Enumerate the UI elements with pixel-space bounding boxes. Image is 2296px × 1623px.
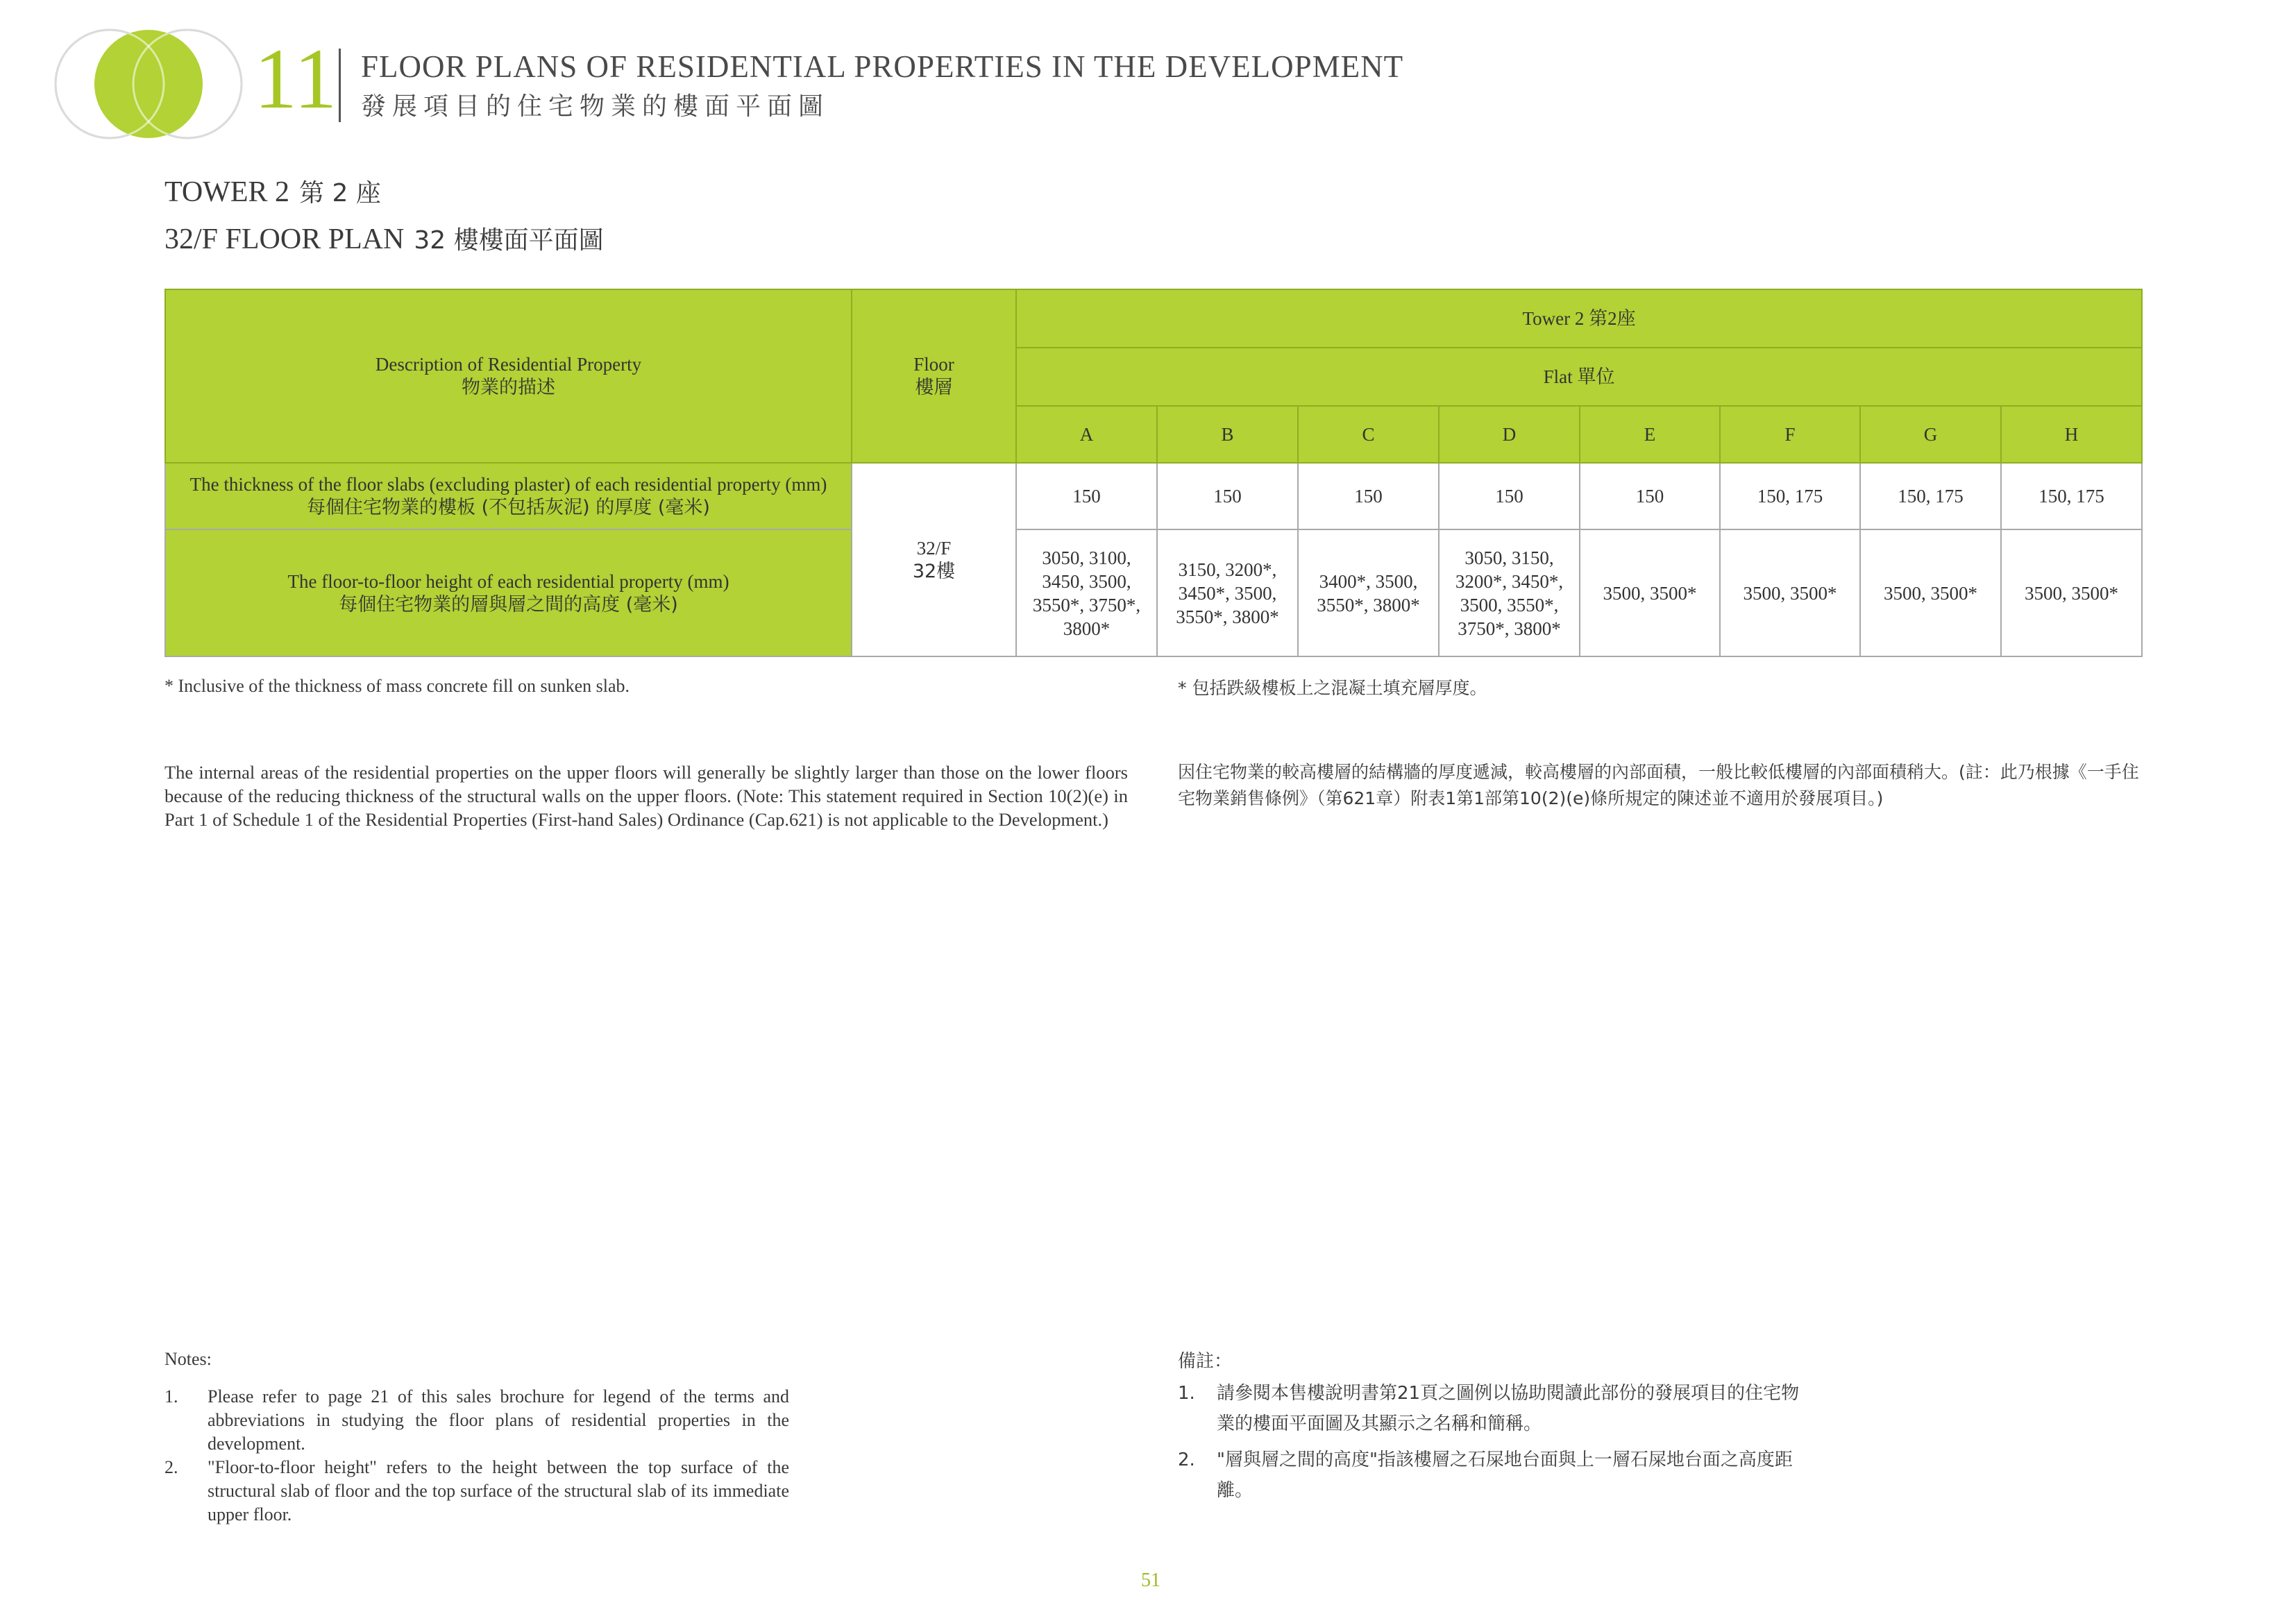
table-cell: 150 <box>1298 463 1439 529</box>
table-row <box>165 529 2142 656</box>
floor-value-zh: 32樓 <box>912 560 956 582</box>
notes-zh <box>1178 1346 1816 1506</box>
note-item <box>1178 1445 1816 1506</box>
table-cell: 150 <box>1157 463 1298 529</box>
table-cell: 150 <box>1580 463 1720 529</box>
flat-column-header: A <box>1016 406 1157 463</box>
description-header-zh: 物業的描述 <box>462 377 555 398</box>
section-title-en: FLOOR PLANS OF RESIDENTIAL PROPERTIES IN THE DEVELOPMENT <box>361 49 1404 84</box>
tower-title-en: TOWER 2 <box>164 176 290 208</box>
floor-plan-title-zh: 32 樓樓面平面圖 <box>414 226 604 255</box>
row-label-en: The thickness of the floor slabs (excluding plaster) of each residential property (mm) <box>189 474 827 495</box>
table-cell: 3150, 3200*, 3450*, 3500, 3550*, 3800* <box>1157 529 1298 656</box>
table-cell: 3500, 3500* <box>1720 529 1860 656</box>
note-number: 2. <box>1178 1450 1195 1470</box>
flat-column-header: G <box>1860 406 2001 463</box>
note-number: 1. <box>164 1386 178 1407</box>
floor-cell <box>852 463 1016 656</box>
floor-plan-title <box>164 221 604 256</box>
header-divider <box>339 49 341 122</box>
table-cell: 3500, 3500* <box>1860 529 2001 656</box>
internal-areas-statement-en: The internal areas of the residential properties on the upper floors will generally be slightly larger than those on the lower floors because of the reducing thickness of the structural walls on the upper floors. (Note: This statement required in Section 10(2)(e) in Part 1 of Schedule 1 of the Residential Properties (First-hand Sales) Ordinance (Cap.621) is not applicable to the Development.) <box>164 762 1128 830</box>
note-text: "Floor-to-floor height" refers to the height between the top surface of the structural slab of floor and the top surface of the structural slab of its immediate upper floor. <box>208 1457 789 1524</box>
table-cell: 150 <box>1439 463 1580 529</box>
page-number: 51 <box>1141 1570 1160 1591</box>
description-header <box>165 289 852 463</box>
table-cell: 150, 175 <box>1860 463 2001 529</box>
notes-en <box>164 1348 789 1527</box>
flat-column-header: H <box>2001 406 2142 463</box>
note-item <box>164 1456 789 1527</box>
internal-areas-statement-zh: 因住宅物業的較高樓層的結構牆的厚度遞減，較高樓層的內部面積，一般比較低樓層的內部面積稍大。(註：此乃根據《一手住宅物業銷售條例》（第621章）附表1第1部第10(2)(e)條所規定的陳述並不適用於發展項目。) <box>1178 762 2139 808</box>
table-row <box>165 463 2142 529</box>
tower-header: Tower 2 第2座 <box>1016 289 2142 348</box>
note-item <box>1178 1378 1816 1439</box>
row-label-floor-height <box>165 529 852 656</box>
table-cell: 150 <box>1016 463 1157 529</box>
floor-value-en: 32/F <box>916 537 952 559</box>
table-cell: 150, 175 <box>1720 463 1860 529</box>
note-text: 請參閱本售樓說明書第21頁之圖例以協助閱讀此部份的發展項目的住宅物業的樓面平面圖及其顯示之名稱和簡稱。 <box>1217 1383 1800 1434</box>
table-cell: 3050, 3150, 3200*, 3450*, 3500, 3550*, 3750*, 3800* <box>1439 529 1580 656</box>
floor-header-en: Floor <box>913 354 954 375</box>
footnote-en: * Inclusive of the thickness of mass concrete fill on sunken slab. <box>164 676 630 696</box>
flat-column-header: C <box>1298 406 1439 463</box>
note-number: 2. <box>164 1457 178 1477</box>
floor-plan-title-en: 32/F FLOOR PLAN <box>164 223 405 255</box>
row-label-en: The floor-to-floor height of each residential property (mm) <box>287 570 729 592</box>
row-label-zh: 每個住宅物業的樓板 (不包括灰泥) 的厚度 (毫米) <box>307 497 710 518</box>
note-text: "層與層之間的高度"指該樓層之石屎地台面與上一層石屎地台面之高度距離。 <box>1217 1450 1793 1501</box>
table-cell: 3500, 3500* <box>2001 529 2142 656</box>
table-cell: 3500, 3500* <box>1580 529 1720 656</box>
tower-title-zh: 第 2 座 <box>299 179 381 207</box>
footnote-zh: * 包括跌級樓板上之混凝土填充層厚度。 <box>1178 678 1487 698</box>
tower-title <box>164 173 381 209</box>
notes-heading-zh: 備註： <box>1178 1351 1233 1372</box>
flat-column-header: D <box>1439 406 1580 463</box>
section-number: 11 <box>254 31 337 126</box>
floor-header <box>852 289 1016 463</box>
row-label-slab-thickness <box>165 463 852 529</box>
description-header-en: Description of Residential Property <box>375 354 642 375</box>
notes-heading-en: Notes: <box>164 1349 212 1369</box>
section-title-zh: 發展項目的住宅物業的樓面平面圖 <box>361 92 830 121</box>
flat-header: Flat 單位 <box>1016 348 2142 406</box>
row-label-zh: 每個住宅物業的層與層之間的高度 (毫米) <box>339 593 678 615</box>
table-cell: 3400*, 3500, 3550*, 3800* <box>1298 529 1439 656</box>
note-text: Please refer to page 21 of this sales brochure for legend of the terms and abbreviations in studying the floor plans of residential properties in the development. <box>208 1386 789 1454</box>
floor-specification-table <box>164 289 2143 657</box>
table-cell: 3050, 3100, 3450, 3500, 3550*, 3750*, 3800* <box>1016 529 1157 656</box>
note-item <box>164 1385 789 1456</box>
flat-column-header: E <box>1580 406 1720 463</box>
overlapping-circles-logo <box>51 26 246 142</box>
floor-header-zh: 樓層 <box>915 377 953 398</box>
note-number: 1. <box>1178 1383 1195 1404</box>
flat-column-header: F <box>1720 406 1860 463</box>
table-cell: 150, 175 <box>2001 463 2142 529</box>
flat-column-header: B <box>1157 406 1298 463</box>
